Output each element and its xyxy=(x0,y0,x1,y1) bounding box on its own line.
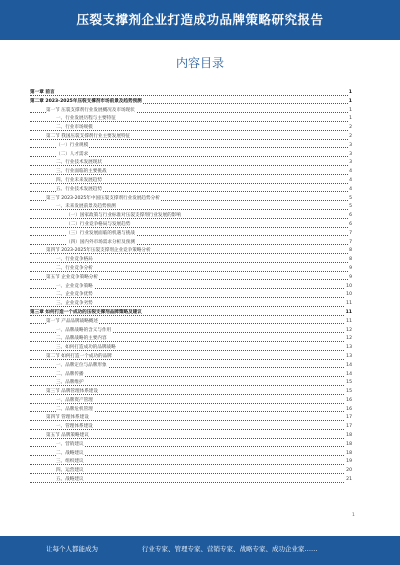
toc-entry-text: 三、组织建议 xyxy=(56,459,84,465)
toc-entry[interactable] xyxy=(30,142,352,151)
footer-slogan-right: 行业专家、管理专家、营销专家、战略专家、成功企业家…… xyxy=(142,545,318,553)
toc-entry[interactable] xyxy=(30,327,352,336)
toc-entry-text: 一、行业发展历程与主要特征 xyxy=(56,116,116,122)
table-of-contents xyxy=(30,89,352,485)
toc-entry[interactable] xyxy=(30,159,352,168)
toc-entry-text: 第五节 企业竞争策略分析 xyxy=(46,274,98,280)
toc-entry[interactable] xyxy=(30,423,352,432)
toc-entry-text: 一、管理体系建设 xyxy=(56,424,93,430)
toc-entry-page: 20 xyxy=(345,467,352,476)
toc-entry-page: 21 xyxy=(345,476,352,485)
toc-entry-page: 11 xyxy=(345,300,352,309)
toc-entry[interactable] xyxy=(30,371,352,380)
toc-entry-text: 第一节 产品品牌战略概述 xyxy=(46,318,98,324)
toc-entry-text: 二、行业技术发展现状 xyxy=(56,160,102,166)
toc-leader-dots xyxy=(30,165,352,166)
toc-entry[interactable] xyxy=(30,195,352,204)
toc-entry-page: 15 xyxy=(345,388,352,397)
toc-entry[interactable] xyxy=(30,406,352,415)
toc-entry[interactable] xyxy=(30,151,352,160)
toc-entry-page: 5 xyxy=(348,195,352,204)
toc-entry[interactable] xyxy=(30,115,352,124)
toc-entry-page: 3 xyxy=(348,159,352,168)
toc-entry-page: 3 xyxy=(348,151,352,160)
toc-entry-page: 16 xyxy=(345,406,352,415)
toc-entry-text: 二、行业竞争分析 xyxy=(56,265,93,271)
toc-entry-text: 一、企业竞争策略 xyxy=(56,283,93,289)
toc-entry-page: 11 xyxy=(345,318,352,327)
toc-entry-text: 一、品牌资产管理 xyxy=(56,397,93,403)
toc-entry-text: 第一节 压裂支撑剂行业发展概况及市场现状 xyxy=(46,107,135,113)
toc-entry-text: 四、行业未来发展趋势 xyxy=(56,177,102,183)
toc-entry[interactable] xyxy=(30,265,352,274)
toc-entry-text: （二）人才需求 xyxy=(56,151,89,157)
toc-entry-text: 第五节 品牌策略建议 xyxy=(46,433,89,439)
toc-entry-text: （三）行业发展面临的机遇与挑战 xyxy=(66,230,135,236)
toc-entry-page: 1 xyxy=(348,89,352,98)
toc-heading: 内容目录 xyxy=(175,56,224,70)
toc-entry-page: 10 xyxy=(345,291,352,300)
toc-entry[interactable] xyxy=(30,221,352,230)
toc-entry-page: 1 xyxy=(348,107,352,116)
toc-leader-dots xyxy=(30,341,352,342)
toc-entry-page: 18 xyxy=(345,450,352,459)
toc-entry-text: 一、品牌战略的含义与作用 xyxy=(56,327,112,333)
toc-entry[interactable] xyxy=(30,353,352,362)
toc-entry[interactable] xyxy=(30,124,352,133)
toc-entry-text: 二、战略建议 xyxy=(56,450,84,456)
toc-entry-page: 10 xyxy=(345,283,352,292)
toc-entry-text: 二、品牌传播 xyxy=(56,371,84,377)
toc-entry[interactable] xyxy=(30,283,352,292)
toc-entry-text: 第二节 如何打造一个成功的品牌 xyxy=(46,353,112,359)
toc-entry-text: 第四节 2023-2025年压裂支撑剂企业竞争策略分析 xyxy=(46,248,151,254)
toc-entry-page: 19 xyxy=(345,458,352,467)
toc-entry-page: 6 xyxy=(348,221,352,230)
toc-entry[interactable] xyxy=(30,230,352,239)
toc-leader-dots xyxy=(30,464,352,465)
toc-entry-text: 一、营销建议 xyxy=(56,441,84,447)
toc-entry[interactable] xyxy=(30,300,352,309)
toc-leader-dots xyxy=(30,473,352,474)
toc-entry-text: 一、品牌定位与品牌形象 xyxy=(56,362,107,368)
toc-entry[interactable] xyxy=(30,458,352,467)
toc-entry-page: 14 xyxy=(345,362,352,371)
footer-slogan-left: 让每个人都能成为 xyxy=(46,545,98,553)
toc-entry[interactable] xyxy=(30,397,352,406)
toc-leader-dots xyxy=(30,429,352,430)
toc-entry-page: 4 xyxy=(348,177,352,186)
toc-entry-text: 二、品牌危机管理 xyxy=(56,406,93,412)
toc-entry-page: 1 xyxy=(348,98,352,107)
toc-entry-text: 三、如何打造成功的品牌战略 xyxy=(56,345,116,351)
toc-entry-page: 1 xyxy=(348,115,352,124)
toc-entry[interactable] xyxy=(30,441,352,450)
toc-entry-page: 12 xyxy=(345,335,352,344)
toc-entry[interactable] xyxy=(30,133,352,142)
toc-entry-page: 7 xyxy=(348,239,352,248)
toc-entry-page: 13 xyxy=(345,344,352,353)
toc-entry[interactable] xyxy=(30,467,352,476)
toc-entry-text: （二）行业竞争格局与发展趋势 xyxy=(66,221,131,227)
toc-entry-page: 9 xyxy=(348,274,352,283)
toc-entry[interactable] xyxy=(30,212,352,221)
toc-entry[interactable] xyxy=(30,168,352,177)
toc-entry[interactable] xyxy=(30,89,352,98)
toc-entry[interactable] xyxy=(30,256,352,265)
toc-entry[interactable] xyxy=(30,414,352,423)
toc-entry[interactable] xyxy=(30,309,352,318)
toc-leader-dots xyxy=(30,420,352,421)
toc-entry[interactable] xyxy=(30,274,352,283)
toc-entry-page: 9 xyxy=(348,265,352,274)
toc-entry-page: 8 xyxy=(348,247,352,256)
toc-entry-text: 五、战略建议 xyxy=(56,477,84,483)
toc-entry-page: 8 xyxy=(348,256,352,265)
toc-entry-text: 第二章 2023-2025年压裂支撑剂市场前景及趋势预测 xyxy=(30,98,142,104)
toc-entry-page: 15 xyxy=(345,379,352,388)
toc-leader-dots xyxy=(30,297,352,298)
toc-entry-text: 三、企业竞争劣势 xyxy=(56,301,93,307)
report-title: 压裂支撑剂企业打造成功品牌策略研究报告 xyxy=(76,12,324,27)
toc-leader-dots xyxy=(30,253,352,254)
toc-entry[interactable] xyxy=(30,247,352,256)
toc-entry-page: 2 xyxy=(348,133,352,142)
toc-entry-page: 12 xyxy=(345,327,352,336)
toc-entry-text: 二、行业市场规模 xyxy=(56,125,93,131)
toc-leader-dots xyxy=(30,385,352,386)
toc-entry[interactable] xyxy=(30,107,352,116)
toc-entry-page: 5 xyxy=(348,203,352,212)
toc-entry-page: 13 xyxy=(345,353,352,362)
toc-entry[interactable] xyxy=(30,388,352,397)
toc-entry-text: 第三节 2023-2025年中国压裂支撑剂行业发展趋势分析 xyxy=(46,195,160,201)
toc-entry[interactable] xyxy=(30,186,352,195)
toc-entry-text: 第三节 品牌管理体系建设 xyxy=(46,389,98,395)
toc-entry-text: 第四节 管理体系建设 xyxy=(46,415,89,421)
toc-entry-text: 四、运营建议 xyxy=(56,468,84,474)
toc-entry-page: 17 xyxy=(345,423,352,432)
toc-entry[interactable] xyxy=(30,291,352,300)
toc-entry-page: 14 xyxy=(345,371,352,380)
toc-leader-dots xyxy=(30,121,352,122)
toc-entry-text: 一、行业竞争格局 xyxy=(56,257,93,263)
toc-entry-text: 一、未来发展前景及趋势预测 xyxy=(56,204,116,210)
toc-entry-text: 三、行业面临的主要挑战 xyxy=(56,169,107,175)
toc-entry-text: （四）国内外市场需求分析及预测 xyxy=(66,239,135,245)
toc-entry-text: （一）国家政策与行业标准对压裂支撑剂行业发展的影响 xyxy=(66,213,181,219)
toc-entry-text: 第三章 如何打造一个成功的压裂支撑剂品牌策略及建议 xyxy=(30,309,142,315)
toc-entry-page: 6 xyxy=(348,212,352,221)
toc-entry-page: 2 xyxy=(348,124,352,133)
toc-entry-page: 18 xyxy=(345,441,352,450)
toc-entry-page: 7 xyxy=(348,230,352,239)
footer-banner xyxy=(0,536,400,565)
toc-entry[interactable] xyxy=(30,177,352,186)
toc-entry-text: 二、品牌战略的主要内容 xyxy=(56,336,107,342)
toc-entry-text: 第二节 我国压裂支撑剂行业主要发展特征 xyxy=(46,133,131,139)
toc-entry-text: 第一章 前言 xyxy=(30,90,55,95)
toc-entry[interactable] xyxy=(30,318,352,327)
toc-entry[interactable] xyxy=(30,432,352,441)
toc-leader-dots xyxy=(30,95,352,96)
toc-entry-text: 五、行业技术发展趋势 xyxy=(56,186,102,192)
toc-entry-page: 4 xyxy=(348,186,352,195)
toc-entry-page: 17 xyxy=(345,414,352,423)
toc-entry-text: （一）行业规模 xyxy=(56,142,89,148)
header-banner xyxy=(0,0,400,40)
toc-entry[interactable] xyxy=(30,476,352,485)
toc-entry-text: 三、品牌维护 xyxy=(56,380,84,386)
toc-entry[interactable] xyxy=(30,203,352,212)
toc-entry-page: 4 xyxy=(348,168,352,177)
toc-entry-page: 16 xyxy=(345,397,352,406)
toc-entry[interactable] xyxy=(30,239,352,248)
toc-leader-dots xyxy=(30,209,352,210)
toc-entry[interactable] xyxy=(30,344,352,353)
toc-entry-page: 3 xyxy=(348,142,352,151)
toc-entry-text: 二、企业竞争优势 xyxy=(56,292,93,298)
toc-entry[interactable] xyxy=(30,362,352,371)
page-number: 1 xyxy=(352,513,355,518)
toc-entry[interactable] xyxy=(30,335,352,344)
toc-entry[interactable] xyxy=(30,450,352,459)
toc-entry-page: 18 xyxy=(345,432,352,441)
toc-entry[interactable] xyxy=(30,379,352,388)
toc-entry[interactable] xyxy=(30,98,352,107)
toc-entry-page: 11 xyxy=(345,309,352,318)
